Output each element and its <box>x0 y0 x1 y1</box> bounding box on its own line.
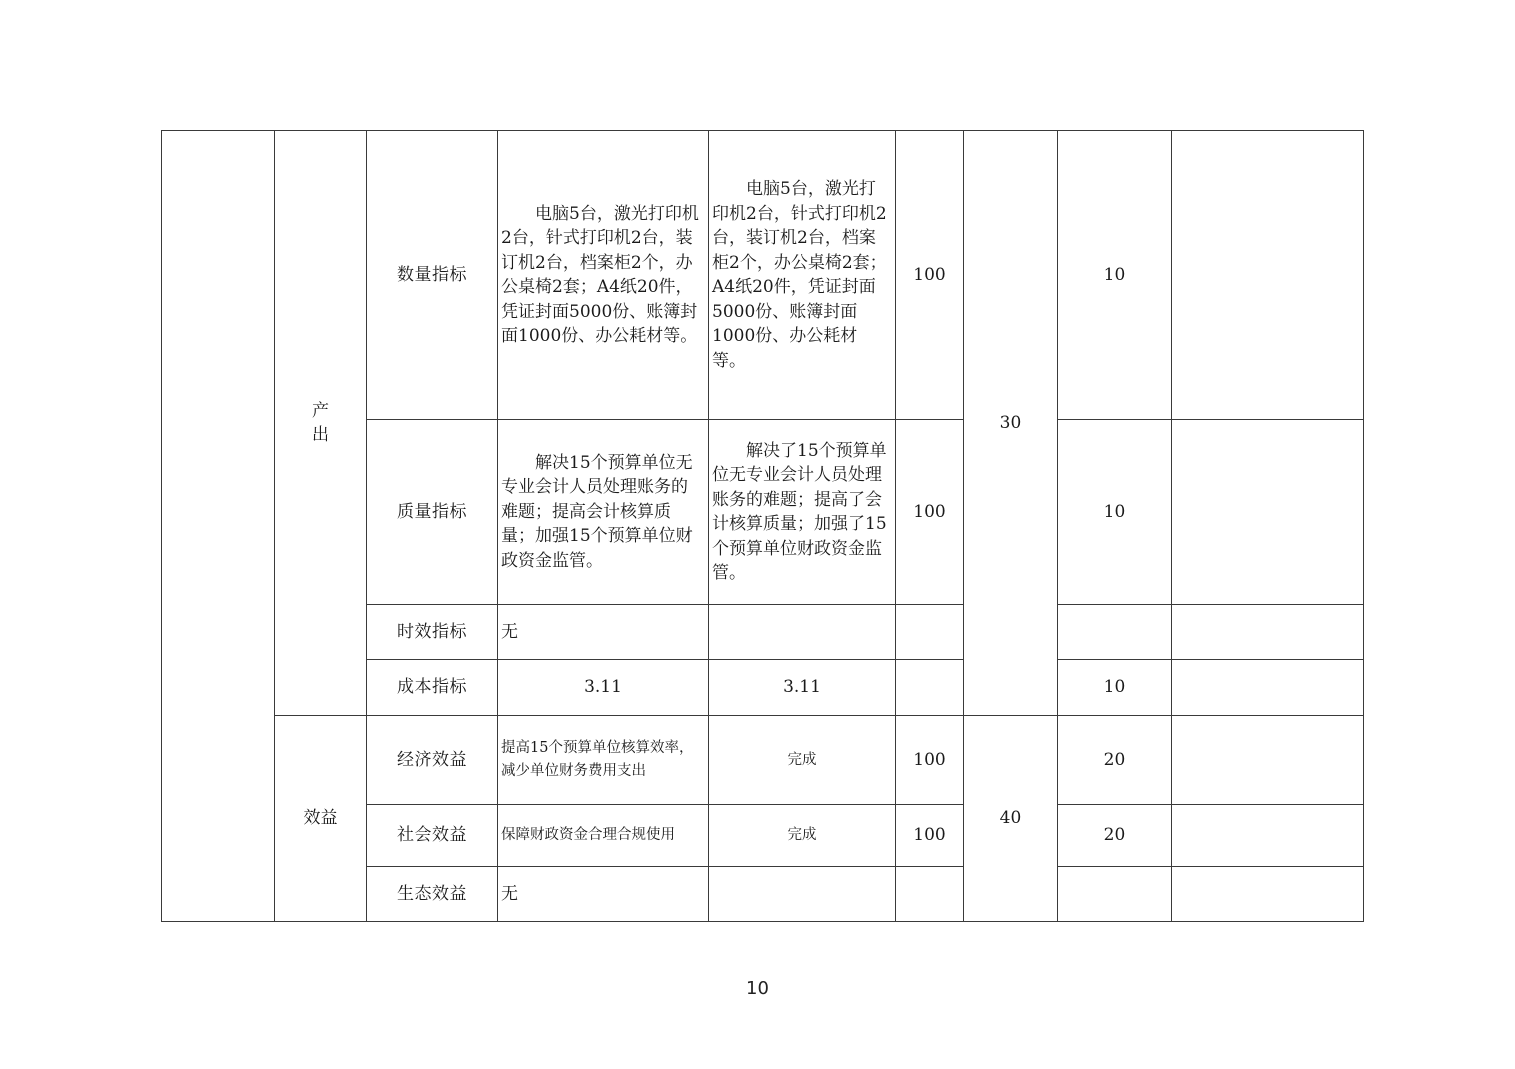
note-cell <box>1172 805 1364 867</box>
note-cell <box>1172 716 1364 805</box>
completion-cell: 100 <box>896 805 964 867</box>
group-weight-output: 30 <box>964 131 1058 716</box>
completion-cell <box>896 605 964 660</box>
score-cell <box>1058 605 1172 660</box>
note-cell <box>1172 660 1364 716</box>
actual-value-cell: 解决了15个预算单位无专业会计人员处理账务的难题；提高了会计核算质量；加强了15个预算单位财政资金监管。 <box>709 420 896 605</box>
score-cell: 20 <box>1058 716 1172 805</box>
completion-cell: 100 <box>896 716 964 805</box>
target-value-cell: 提高15个预算单位核算效率，减少单位财务费用支出 <box>498 716 709 805</box>
indicator-label: 时效指标 <box>367 605 498 660</box>
actual-value-cell: 完成 <box>709 716 896 805</box>
completion-cell: 100 <box>896 131 964 420</box>
indicator-label: 数量指标 <box>367 131 498 420</box>
note-cell <box>1172 131 1364 420</box>
table-row <box>162 716 1364 805</box>
group-label-benefit: 效益 <box>275 716 367 922</box>
target-value-cell: 无 <box>498 605 709 660</box>
score-cell: 10 <box>1058 420 1172 605</box>
actual-value-cell <box>709 605 896 660</box>
actual-value-cell: 完成 <box>709 805 896 867</box>
completion-cell: 100 <box>896 420 964 605</box>
page-number: 10 <box>746 978 769 999</box>
actual-value-cell: 3.11 <box>709 660 896 716</box>
completion-cell <box>896 867 964 922</box>
target-value-cell: 解决15个预算单位无专业会计人员处理账务的难题；提高会计核算质量；加强15个预算单位财政资金监管。 <box>498 420 709 605</box>
indicator-label: 社会效益 <box>367 805 498 867</box>
target-value-cell: 无 <box>498 867 709 922</box>
score-cell: 20 <box>1058 805 1172 867</box>
target-value-cell: 电脑5台，激光打印机2台，针式打印机2台，装订机2台，档案柜2个，办公桌椅2套；A4纸20件，凭证封面5000份、账簿封面1000份、办公耗材等。 <box>498 131 709 420</box>
indicator-label: 质量指标 <box>367 420 498 605</box>
note-cell <box>1172 420 1364 605</box>
note-cell <box>1172 867 1364 922</box>
target-value-cell: 3.11 <box>498 660 709 716</box>
score-cell <box>1058 867 1172 922</box>
table-row <box>162 131 1364 420</box>
indicator-label: 生态效益 <box>367 867 498 922</box>
group-label-output: 产 出 <box>275 131 367 716</box>
group-weight-benefit: 40 <box>964 716 1058 922</box>
note-cell <box>1172 605 1364 660</box>
actual-value-cell: 电脑5台，激光打印机2台，针式打印机2台，装订机2台，档案柜2个，办公桌椅2套；A4纸20件，凭证封面5000份、账簿封面1000份、办公耗材等。 <box>709 131 896 420</box>
actual-value-cell <box>709 867 896 922</box>
score-cell: 10 <box>1058 660 1172 716</box>
indicator-label: 经济效益 <box>367 716 498 805</box>
score-cell: 10 <box>1058 131 1172 420</box>
completion-cell <box>896 660 964 716</box>
target-value-cell: 保障财政资金合理合规使用 <box>498 805 709 867</box>
performance-table <box>161 130 1364 922</box>
blank-first-column-cell <box>162 131 275 922</box>
indicator-label: 成本指标 <box>367 660 498 716</box>
